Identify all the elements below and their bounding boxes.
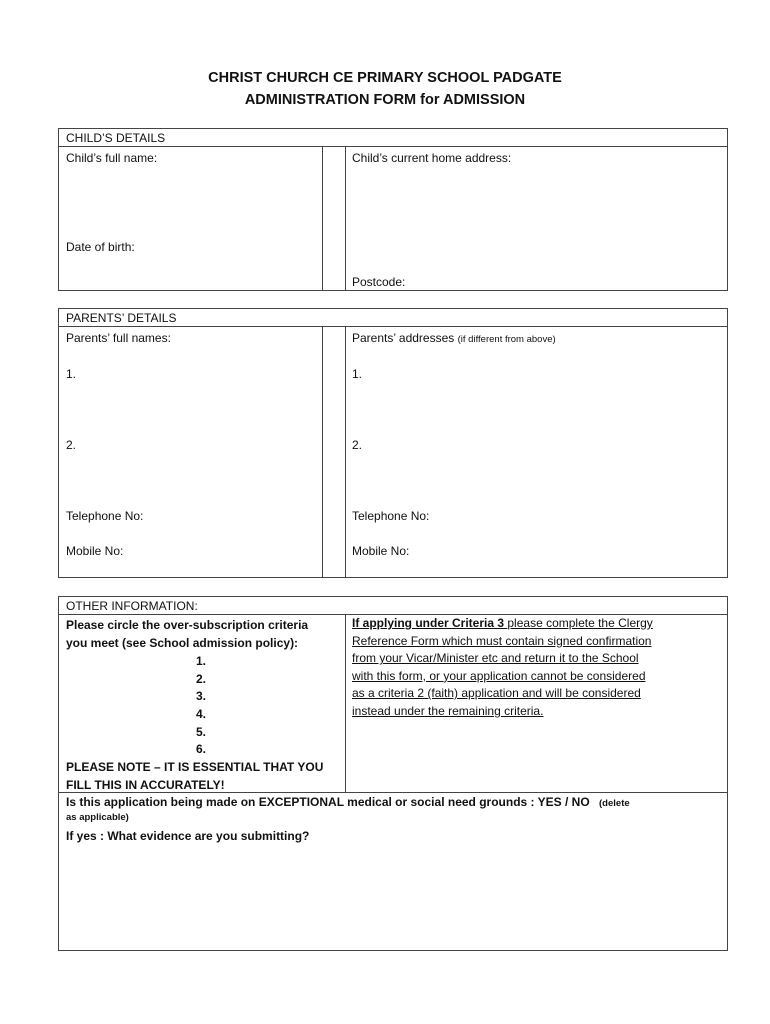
criteria3-line: Reference Form which must contain signed confirmation — [352, 633, 652, 648]
form-title-admission: ADMINISTRATION FORM for ADMISSION — [244, 92, 526, 108]
parents-addresses-text: Parents’ addresses — [352, 331, 455, 345]
child-details-section — [58, 128, 728, 291]
criteria3-line: from your Vicar/Minister etc and return it to the School — [352, 651, 639, 666]
criteria-option-5[interactable]: 5. — [196, 725, 207, 739]
child-full-name-label: Child’s full name: — [66, 151, 158, 165]
criteria-option-3[interactable]: 3. — [196, 689, 207, 703]
postcode-label: Postcode: — [352, 275, 406, 289]
address-2-number: 2. — [352, 438, 363, 452]
date-of-birth-label: Date of birth: — [66, 240, 135, 254]
address-1-number: 1. — [352, 367, 363, 381]
row-divider — [59, 792, 727, 793]
other-information-section — [58, 596, 728, 951]
criteria3-instructions — [352, 615, 724, 721]
criteria3-line: with this form, or your application cannot be considered — [352, 668, 646, 683]
criteria-instruction-line1: Please circle the over-subscription criteria — [66, 618, 309, 632]
accuracy-note-line2: FILL THIS IN ACCURATELY! — [66, 778, 225, 792]
section-header: PARENTS’ DETAILS — [59, 309, 727, 327]
mobile-label: Mobile No: — [66, 544, 124, 558]
criteria-option-2[interactable]: 2. — [196, 672, 207, 686]
criteria-option-1[interactable]: 1. — [196, 654, 207, 668]
parents-full-names-label: Parents’ full names: — [66, 331, 171, 345]
child-address-label: Child’s current home address: — [352, 151, 512, 165]
section-header: OTHER INFORMATION: — [59, 597, 727, 615]
mobile-label-right: Mobile No: — [352, 544, 410, 558]
parent-1-number: 1. — [66, 367, 77, 381]
parent-2-number: 2. — [66, 438, 77, 452]
section-header: CHILD’S DETAILS — [59, 129, 727, 147]
accuracy-note-line1: PLEASE NOTE – IT IS ESSENTIAL THAT YOU — [66, 760, 324, 774]
criteria3-bold: If applying under Criteria 3 — [352, 616, 505, 630]
column-divider — [322, 327, 323, 578]
column-divider — [345, 327, 346, 578]
telephone-label-right: Telephone No: — [352, 509, 430, 523]
column-divider — [345, 615, 346, 792]
criteria3-line — [352, 615, 724, 633]
delete-note: (delete — [599, 798, 630, 809]
parents-addresses-note: (if different from above) — [457, 334, 556, 345]
parents-details-section — [58, 308, 728, 578]
telephone-label: Telephone No: — [66, 509, 144, 523]
criteria-instruction-line2: you meet (see School admission policy): — [66, 636, 299, 650]
criteria3-line: instead under the remaining criteria. — [352, 703, 544, 718]
evidence-question: If yes : What evidence are you submitting? — [66, 829, 310, 843]
criteria3-line: as a criteria 2 (faith) application and will be considered — [352, 686, 641, 701]
column-divider — [345, 147, 346, 291]
exceptional-grounds-text: Is this application being made on EXCEPTIONAL medical or social need grounds : YES / NO — [66, 795, 590, 809]
form-title-school: CHRIST CHURCH CE PRIMARY SCHOOL PADGATE — [208, 70, 562, 86]
criteria-option-6[interactable]: 6. — [196, 742, 207, 756]
exceptional-grounds-question — [66, 795, 630, 809]
parents-addresses-label — [352, 331, 556, 345]
criteria-option-4[interactable]: 4. — [196, 707, 207, 721]
delete-note-continued: as applicable) — [66, 812, 129, 823]
criteria3-text: please complete the Clergy — [507, 616, 653, 630]
column-divider — [322, 147, 323, 291]
